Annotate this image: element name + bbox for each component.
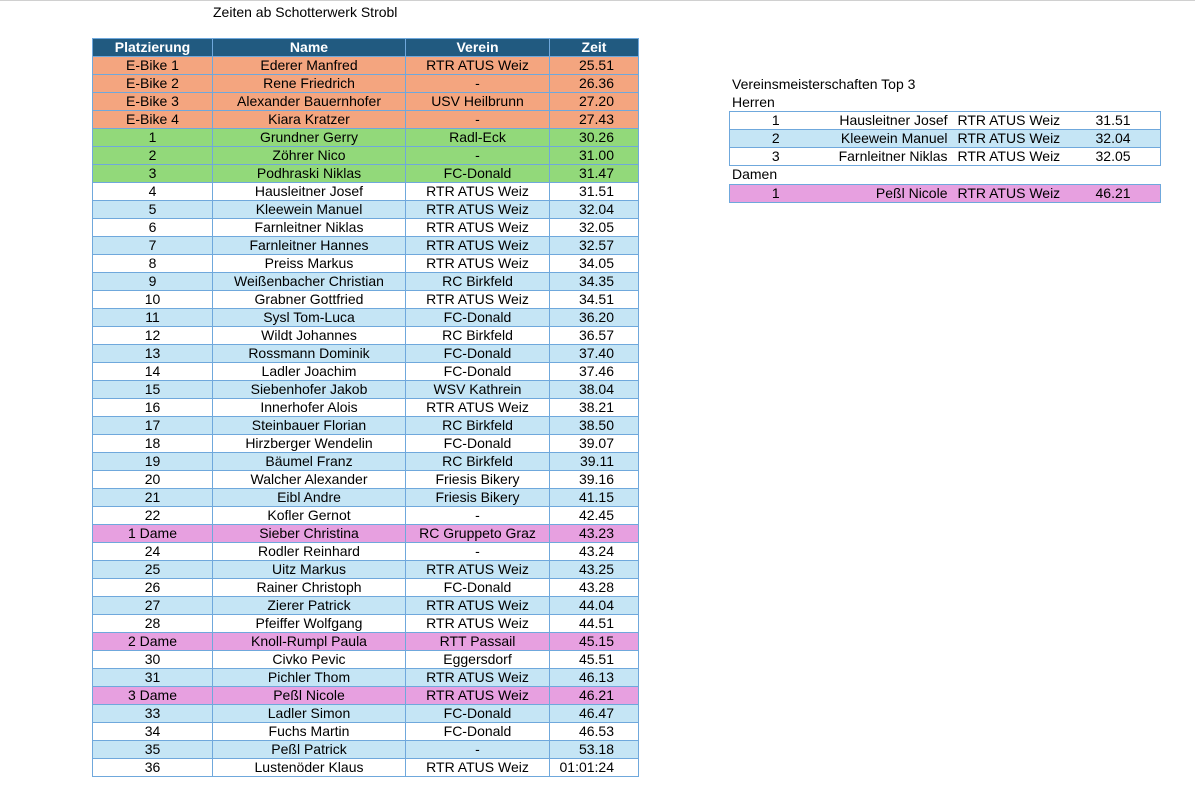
result-time: 43.28 (550, 579, 639, 597)
result-club: USV Heilbrunn (406, 93, 550, 111)
result-row (93, 75, 639, 93)
result-name: Kiara Kratzer (213, 111, 406, 129)
result-row (93, 291, 639, 309)
result-place: 15 (93, 381, 213, 399)
result-club: RTR ATUS Weiz (406, 255, 550, 273)
result-name: Peßl Patrick (213, 741, 406, 759)
herren-table (729, 111, 1161, 166)
result-club: RTR ATUS Weiz (406, 219, 550, 237)
result-row (93, 579, 639, 597)
herren-club: RTR ATUS Weiz (958, 112, 1094, 130)
result-name: Weißenbacher Christian (213, 273, 406, 291)
result-place: E-Bike 2 (93, 75, 213, 93)
result-time: 30.26 (550, 129, 639, 147)
result-name: Hirzberger Wendelin (213, 435, 406, 453)
result-time: 44.51 (550, 615, 639, 633)
result-club: RC Birkfeld (406, 417, 550, 435)
result-club: RC Birkfeld (406, 273, 550, 291)
herren-row (730, 130, 1161, 148)
result-name: Farnleitner Niklas (213, 219, 406, 237)
result-club: Friesis Bikery (406, 471, 550, 489)
herren-name: Kleewein Manuel (822, 130, 958, 148)
result-row (93, 219, 639, 237)
result-name: Lustenöder Klaus (213, 759, 406, 777)
result-club: RTR ATUS Weiz (406, 399, 550, 417)
result-club: RTR ATUS Weiz (406, 615, 550, 633)
result-club: RTR ATUS Weiz (406, 561, 550, 579)
herren-club: RTR ATUS Weiz (958, 148, 1094, 166)
result-place: 4 (93, 183, 213, 201)
result-club: RTR ATUS Weiz (406, 201, 550, 219)
damen-rank: 1 (730, 185, 822, 203)
result-place: 31 (93, 669, 213, 687)
page-title: Zeiten ab Schotterwerk Strobl (213, 4, 398, 20)
result-place: 10 (93, 291, 213, 309)
result-place: 24 (93, 543, 213, 561)
result-place: E-Bike 3 (93, 93, 213, 111)
result-row (93, 93, 639, 111)
result-place: 1 (93, 129, 213, 147)
result-row (93, 363, 639, 381)
herren-row (730, 112, 1161, 130)
result-name: Rossmann Dominik (213, 345, 406, 363)
result-place: E-Bike 1 (93, 57, 213, 75)
result-club: RTR ATUS Weiz (406, 183, 550, 201)
herren-name: Hausleitner Josef (822, 112, 958, 130)
header-zeit: Zeit (550, 39, 639, 57)
result-club: - (406, 147, 550, 165)
result-row (93, 57, 639, 75)
result-time: 45.15 (550, 633, 639, 651)
result-time: 36.20 (550, 309, 639, 327)
result-time: 39.11 (550, 453, 639, 471)
result-place: 16 (93, 399, 213, 417)
result-row (93, 435, 639, 453)
result-name: Kleewein Manuel (213, 201, 406, 219)
result-place: 26 (93, 579, 213, 597)
result-row (93, 741, 639, 759)
result-time: 43.24 (550, 543, 639, 561)
result-place: 2 (93, 147, 213, 165)
result-row (93, 147, 639, 165)
result-name: Siebenhofer Jakob (213, 381, 406, 399)
result-place: 17 (93, 417, 213, 435)
result-time: 37.46 (550, 363, 639, 381)
result-club: FC-Donald (406, 363, 550, 381)
herren-club: RTR ATUS Weiz (958, 130, 1094, 148)
result-row (93, 399, 639, 417)
result-name: Civko Pevic (213, 651, 406, 669)
result-time: 41.15 (550, 489, 639, 507)
result-time: 34.35 (550, 273, 639, 291)
result-row (93, 669, 639, 687)
results-header-row (93, 39, 639, 57)
result-place: 30 (93, 651, 213, 669)
result-club: FC-Donald (406, 705, 550, 723)
top-divider (0, 0, 1195, 1)
result-time: 32.04 (550, 201, 639, 219)
result-club: RTR ATUS Weiz (406, 687, 550, 705)
damen-row (730, 185, 1161, 203)
result-name: Hausleitner Josef (213, 183, 406, 201)
result-time: 27.43 (550, 111, 639, 129)
result-row (93, 687, 639, 705)
result-time: 46.47 (550, 705, 639, 723)
result-row (93, 417, 639, 435)
result-time: 25.51 (550, 57, 639, 75)
result-place: 2 Dame (93, 633, 213, 651)
result-place: 34 (93, 723, 213, 741)
herren-time: 31.51 (1094, 112, 1161, 130)
result-name: Sysl Tom-Luca (213, 309, 406, 327)
result-place: 19 (93, 453, 213, 471)
herren-body (730, 112, 1161, 166)
header-verein: Verein (406, 39, 550, 57)
result-club: FC-Donald (406, 723, 550, 741)
result-place: 21 (93, 489, 213, 507)
result-name: Steinbauer Florian (213, 417, 406, 435)
result-place: 25 (93, 561, 213, 579)
result-club: RC Birkfeld (406, 327, 550, 345)
result-time: 32.05 (550, 219, 639, 237)
result-name: Sieber Christina (213, 525, 406, 543)
result-club: Radl-Eck (406, 129, 550, 147)
result-place: 1 Dame (93, 525, 213, 543)
result-name: Preiss Markus (213, 255, 406, 273)
herren-label: Herren (732, 94, 775, 110)
herren-time: 32.05 (1094, 148, 1161, 166)
result-place: 27 (93, 597, 213, 615)
result-name: Rodler Reinhard (213, 543, 406, 561)
damen-name: Peßl Nicole (822, 185, 958, 203)
result-time: 38.04 (550, 381, 639, 399)
result-row (93, 561, 639, 579)
result-time: 36.57 (550, 327, 639, 345)
result-row (93, 111, 639, 129)
result-name: Fuchs Martin (213, 723, 406, 741)
result-club: FC-Donald (406, 345, 550, 363)
result-row (93, 507, 639, 525)
result-time: 37.40 (550, 345, 639, 363)
result-club: Friesis Bikery (406, 489, 550, 507)
result-club: FC-Donald (406, 165, 550, 183)
result-row (93, 381, 639, 399)
result-time: 43.25 (550, 561, 639, 579)
result-club: - (406, 741, 550, 759)
damen-time: 46.21 (1094, 185, 1161, 203)
result-row (93, 615, 639, 633)
damen-table (729, 184, 1161, 203)
result-time: 27.20 (550, 93, 639, 111)
result-club: FC-Donald (406, 435, 550, 453)
result-row (93, 183, 639, 201)
results-body (93, 57, 639, 777)
result-row (93, 651, 639, 669)
result-place: 18 (93, 435, 213, 453)
result-row (93, 201, 639, 219)
herren-time: 32.04 (1094, 130, 1161, 148)
result-time: 46.13 (550, 669, 639, 687)
result-row (93, 489, 639, 507)
result-time: 53.18 (550, 741, 639, 759)
result-row (93, 543, 639, 561)
damen-club: RTR ATUS Weiz (958, 185, 1094, 203)
result-row (93, 453, 639, 471)
result-place: 3 Dame (93, 687, 213, 705)
result-name: Kofler Gernot (213, 507, 406, 525)
result-place: 9 (93, 273, 213, 291)
result-club: RC Birkfeld (406, 453, 550, 471)
result-time: 39.07 (550, 435, 639, 453)
result-place: 12 (93, 327, 213, 345)
result-time: 32.57 (550, 237, 639, 255)
result-place: 14 (93, 363, 213, 381)
result-club: RTR ATUS Weiz (406, 237, 550, 255)
result-club: WSV Kathrein (406, 381, 550, 399)
result-time: 45.51 (550, 651, 639, 669)
result-row (93, 525, 639, 543)
damen-label: Damen (732, 166, 778, 182)
result-time: 46.21 (550, 687, 639, 705)
result-place: 5 (93, 201, 213, 219)
result-row (93, 165, 639, 183)
result-name: Ladler Joachim (213, 363, 406, 381)
result-time: 38.21 (550, 399, 639, 417)
result-time: 31.00 (550, 147, 639, 165)
result-club: RTR ATUS Weiz (406, 669, 550, 687)
result-name: Pichler Thom (213, 669, 406, 687)
herren-name: Farnleitner Niklas (822, 148, 958, 166)
result-name: Pfeiffer Wolfgang (213, 615, 406, 633)
result-name: Uitz Markus (213, 561, 406, 579)
result-row (93, 633, 639, 651)
result-place: 8 (93, 255, 213, 273)
header-platzierung: Platzierung (93, 39, 213, 57)
result-row (93, 723, 639, 741)
result-row (93, 759, 639, 777)
result-time: 01:01:24 (550, 759, 639, 777)
result-club: FC-Donald (406, 579, 550, 597)
result-place: 28 (93, 615, 213, 633)
result-name: Grundner Gerry (213, 129, 406, 147)
result-time: 39.16 (550, 471, 639, 489)
result-name: Alexander Bauernhofer (213, 93, 406, 111)
herren-rank: 1 (730, 112, 822, 130)
result-club: FC-Donald (406, 309, 550, 327)
result-club: Eggersdorf (406, 651, 550, 669)
result-place: 22 (93, 507, 213, 525)
result-row (93, 705, 639, 723)
result-name: Grabner Gottfried (213, 291, 406, 309)
result-row (93, 129, 639, 147)
result-row (93, 345, 639, 363)
result-name: Ederer Manfred (213, 57, 406, 75)
result-club: - (406, 75, 550, 93)
result-name: Innerhofer Alois (213, 399, 406, 417)
herren-rank: 3 (730, 148, 822, 166)
result-club: RTR ATUS Weiz (406, 291, 550, 309)
result-place: 33 (93, 705, 213, 723)
result-place: 13 (93, 345, 213, 363)
result-row (93, 309, 639, 327)
result-row (93, 237, 639, 255)
result-time: 31.47 (550, 165, 639, 183)
result-row (93, 255, 639, 273)
result-name: Bäumel Franz (213, 453, 406, 471)
result-name: Walcher Alexander (213, 471, 406, 489)
result-place: 11 (93, 309, 213, 327)
result-place: 7 (93, 237, 213, 255)
result-name: Ladler Simon (213, 705, 406, 723)
result-place: 3 (93, 165, 213, 183)
result-club: RTR ATUS Weiz (406, 759, 550, 777)
result-name: Rene Friedrich (213, 75, 406, 93)
club-champs-title: Vereinsmeisterschaften Top 3 (732, 76, 916, 92)
result-place: E-Bike 4 (93, 111, 213, 129)
result-time: 34.51 (550, 291, 639, 309)
result-name: Zierer Patrick (213, 597, 406, 615)
result-club: RTT Passail (406, 633, 550, 651)
result-club: RTR ATUS Weiz (406, 57, 550, 75)
result-row (93, 597, 639, 615)
herren-row (730, 148, 1161, 166)
result-club: - (406, 507, 550, 525)
results-table (92, 38, 639, 777)
damen-body (730, 185, 1161, 203)
result-name: Farnleitner Hannes (213, 237, 406, 255)
result-place: 35 (93, 741, 213, 759)
result-name: Podhraski Niklas (213, 165, 406, 183)
result-place: 20 (93, 471, 213, 489)
result-time: 31.51 (550, 183, 639, 201)
result-name: Knoll-Rumpl Paula (213, 633, 406, 651)
result-row (93, 327, 639, 345)
result-time: 38.50 (550, 417, 639, 435)
result-place: 6 (93, 219, 213, 237)
result-row (93, 273, 639, 291)
result-name: Rainer Christoph (213, 579, 406, 597)
result-name: Zöhrer Nico (213, 147, 406, 165)
result-name: Peßl Nicole (213, 687, 406, 705)
result-place: 36 (93, 759, 213, 777)
result-name: Wildt Johannes (213, 327, 406, 345)
result-name: Eibl Andre (213, 489, 406, 507)
herren-rank: 2 (730, 130, 822, 148)
result-row (93, 471, 639, 489)
result-club: RC Gruppeto Graz (406, 525, 550, 543)
result-club: RTR ATUS Weiz (406, 597, 550, 615)
result-time: 43.23 (550, 525, 639, 543)
header-name: Name (213, 39, 406, 57)
result-time: 46.53 (550, 723, 639, 741)
result-time: 44.04 (550, 597, 639, 615)
result-club: - (406, 111, 550, 129)
result-time: 26.36 (550, 75, 639, 93)
result-time: 42.45 (550, 507, 639, 525)
result-time: 34.05 (550, 255, 639, 273)
result-club: - (406, 543, 550, 561)
